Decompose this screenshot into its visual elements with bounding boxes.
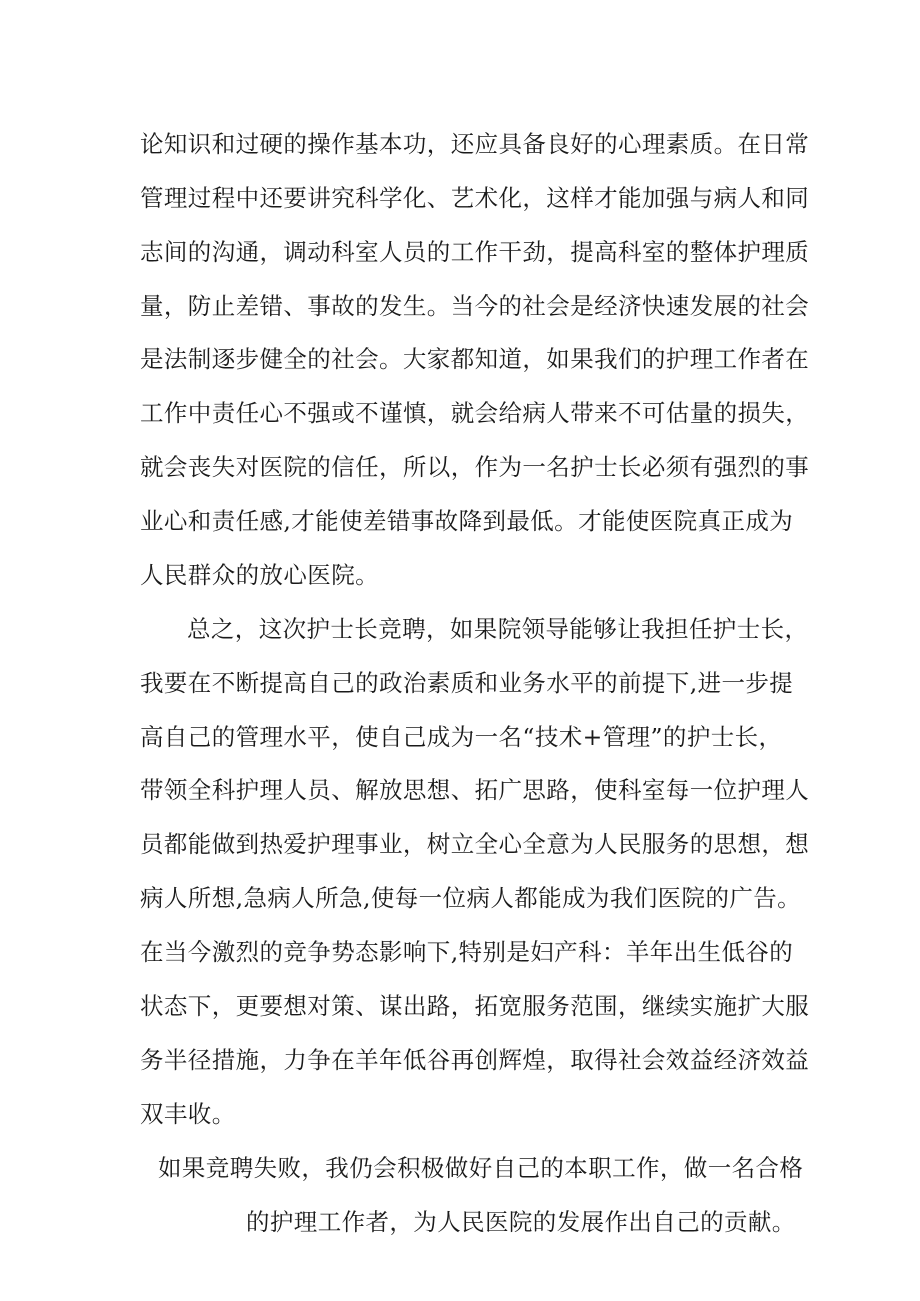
paragraph-3-line-1: 如果竞聘失败，我仍会积极做好自己的本职工作，做一名合格 [158,1154,804,1182]
paragraph-3-line-2: 的护理工作者，为人民医院的发展作出自己的贡献。 [246,1208,796,1236]
paragraph-2-line-5: 员都能做到热爱护理事业，树立全心全意为人民服务的思想，想 [140,830,810,858]
paragraph-2-line-2: 我要在不断提高自己的政治素质和业务水平的前提下,进一步提 [140,669,794,697]
paragraph-1-line-9: 人民群众的放心医院。 [140,561,379,589]
paragraph-2-line-9: 务半径措施，力争在羊年低谷再创辉煌，取得社会效益经济效益 [140,1046,810,1074]
paragraph-2-line-7: 在当今激烈的竞争势态影响下,特别是妇产科：羊年出生低谷的 [140,938,794,966]
paragraph-1-line-5: 是法制逐步健全的社会。大家都知道，如果我们的护理工作者在 [140,345,810,373]
paragraph-1-line-7: 就会丧失对医院的信任，所以，作为一名护士长必须有强烈的事 [140,453,810,481]
paragraph-1-line-8: 业心和责任感,才能使差错事故降到最低。才能使医院真正成为 [140,507,794,535]
paragraph-1-line-4: 量，防止差错、事故的发生。当今的社会是经济快速发展的社会 [140,292,810,320]
paragraph-1-line-2: 管理过程中还要讲究科学化、艺术化，这样才能加强与病人和同 [140,184,810,212]
paragraph-1-line-6: 工作中责任心不强或不谨慎，就会给病人带来不可估量的损失， [140,399,810,427]
paragraph-2-line-1: 总之，这次护士长竞聘，如果院领导能够让我担任护士长， [187,615,809,643]
paragraph-1-line-3: 志间的沟通，调动科室人员的工作干劲，提高科室的整体护理质 [140,238,810,266]
paragraph-2-line-4: 带领全科护理人员、解放思想、拓广思路，使科室每一位护理人 [140,776,810,804]
paragraph-2-line-3: 高自己的管理水平，使自己成为一名“技术+管理”的护士长， [140,723,783,751]
paragraph-2-line-8: 状态下，更要想对策、谋出路，拓宽服务范围，继续实施扩大服 [140,992,810,1020]
paragraph-1-line-1: 论知识和过硬的操作基本功，还应具备良好的心理素质。在日常 [140,130,810,158]
paragraph-2-line-10: 双丰收。 [140,1100,236,1128]
paragraph-2-line-6: 病人所想,急病人所急,使每一位病人都能成为我们医院的广告。 [140,884,802,912]
